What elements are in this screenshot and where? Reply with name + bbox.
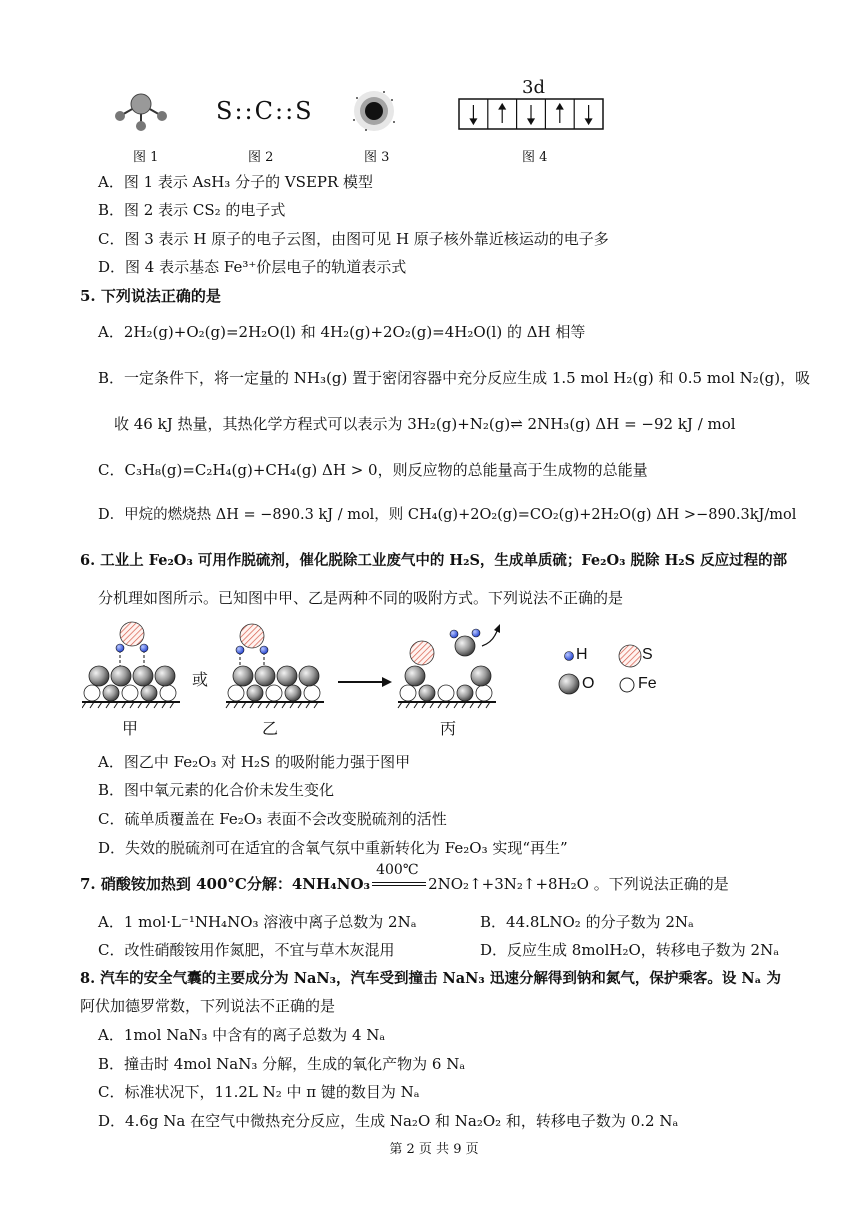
panel-bing <box>398 624 500 708</box>
q7-option-d: D．反应生成 8molH₂O，转移电子数为 2Nₐ <box>480 941 780 959</box>
q7-stem-post: 2NO₂↑+3N₂↑+8H₂O 。下列说法正确的是 <box>428 875 729 893</box>
q7-equals-bar <box>372 882 426 886</box>
legend-fe: Fe <box>638 675 657 692</box>
q6-option-d: D．失效的脱硫剂可在适宜的含氧气氛中重新转化为 Fe₂O₃ 实现“再生” <box>98 839 568 857</box>
q7-option-b: B．44.8LNO₂ 的分子数为 2Nₐ <box>480 913 694 931</box>
figure-2-electron-formula: S::C::S <box>216 97 314 125</box>
q6-option-b: B．图中氧元素的化合价未发生变化 <box>98 781 335 799</box>
q5-option-b-line1: B．一定条件下，将一定量的 NH₃(g) 置于密闭容器中充分反应生成 1.5 mol H₂(g) 和 0.5 mol N₂(g)，吸 <box>98 369 811 387</box>
q4-option-a: A．图 1 表示 AsH₃ 分子的 VSEPR 模型 <box>98 173 374 191</box>
q7-stem-pre: 7. 硝酸铵加热到 400°C分解：4NH₄NO₃ <box>80 875 371 893</box>
q5-stem: 5. 下列说法正确的是 <box>80 287 221 305</box>
q8-stem-line2: 阿伏加德罗常数，下列说法不正确的是 <box>80 997 336 1015</box>
q4-option-c: C．图 3 表示 H 原子的电子云图，由图可见 H 原子核外靠近核运动的电子多 <box>98 230 609 248</box>
figure-4-caption: 图 4 <box>522 150 548 165</box>
q7-option-a: A．1 mol·L⁻¹NH₄NO₃ 溶液中离子总数为 2Nₐ <box>98 913 417 931</box>
q5-option-a: A．2H₂(g)+O₂(g)=2H₂O(l) 和 4H₂(g)+2O₂(g)=4H₂O(l) 的 ΔH 相等 <box>98 323 586 341</box>
figure-1-caption: 图 1 <box>133 150 159 165</box>
figure-3-caption: 图 3 <box>364 150 390 165</box>
q7-stem <box>80 862 729 894</box>
q4-option-d: D．图 4 表示基态 Fe³⁺价层电子的轨道表示式 <box>98 258 407 276</box>
figure-1-vsepr-model <box>108 90 174 134</box>
label-huo: 或 <box>192 670 209 689</box>
q8-stem-line1: 8. 汽车的安全气囊的主要成分为 NaN₃，汽车受到撞击 NaN₃ 迅速分解得到钠和氮气，保护乘客。设 Nₐ 为 <box>80 970 781 987</box>
figure-4-orbital-diagram <box>458 98 604 130</box>
q6-option-a: A．图乙中 Fe₂O₃ 对 H₂S 的吸附能力强于图甲 <box>98 753 411 771</box>
legend-h: H <box>576 646 588 663</box>
q7-condition-text: 400℃ <box>376 862 419 878</box>
q8-option-d: D．4.6g Na 在空气中微热充分反应，生成 Na₂O 和 Na₂O₂ 和，转移电子数为 0.2 Nₐ <box>98 1112 679 1130</box>
page-footer: 第 2 页 共 9 页 <box>389 1142 479 1157</box>
q6-stem-line2: 分机理如图所示。已知图中甲、乙是两种不同的吸附方式。下列说法不正确的是 <box>98 589 624 607</box>
q4-option-b: B．图 2 表示 CS₂ 的电子式 <box>98 201 286 219</box>
q8-option-a: A．1mol NaN₃ 中含有的离子总数为 4 Nₐ <box>98 1026 386 1044</box>
q5-option-c: C．C₃H₈(g)=C₂H₄(g)+CH₄(g) ΔH > 0，则反应物的总能量高于生成物的总能量 <box>98 461 648 479</box>
q6-mechanism-figure <box>82 620 664 712</box>
q8-option-b: B．撞击时 4mol NaN₃ 分解，生成的氧化产物为 6 Nₐ <box>98 1055 466 1073</box>
legend-s: S <box>642 646 653 663</box>
q7-option-c: C．改性硝酸铵用作氮肥，不宜与草木灰混用 <box>98 941 395 959</box>
label-bing: 丙 <box>440 719 457 738</box>
q7-condition <box>370 862 428 894</box>
figure-2-caption: 图 2 <box>248 150 274 165</box>
label-yi: 乙 <box>262 719 279 738</box>
panel-yi <box>226 624 324 708</box>
q6-stem-line1: 6. 工业上 Fe₂O₃ 可用作脱硫剂，催化脱除工业废气中的 H₂S，生成单质硫；Fe₂O₃ 脱除 H₂S 反应过程的部 <box>80 552 788 569</box>
q8-option-c: C．标准状况下，11.2L N₂ 中 π 键的数目为 Nₐ <box>98 1083 420 1101</box>
figure-3-electron-cloud <box>344 86 404 136</box>
legend-o: O <box>582 675 595 692</box>
panel-jia <box>82 622 180 708</box>
legend <box>559 645 641 694</box>
q5-option-d: D．甲烷的燃烧热 ΔH = −890.3 kJ / mol，则 CH₄(g)+2O₂(g)=CO₂(g)+2H₂O(g) ΔH >−890.3kJ/mol <box>98 507 797 523</box>
q5-option-b-line2: 收 46 kJ 热量，其热化学方程式可以表示为 3H₂(g)+N₂(g)⇌ 2NH₃(g) ΔH = −92 kJ / mol <box>114 415 736 433</box>
figure-4-title: 3d <box>522 77 545 98</box>
q6-option-c: C．硫单质覆盖在 Fe₂O₃ 表面不会改变脱硫剂的活性 <box>98 810 447 828</box>
label-jia: 甲 <box>122 719 139 738</box>
